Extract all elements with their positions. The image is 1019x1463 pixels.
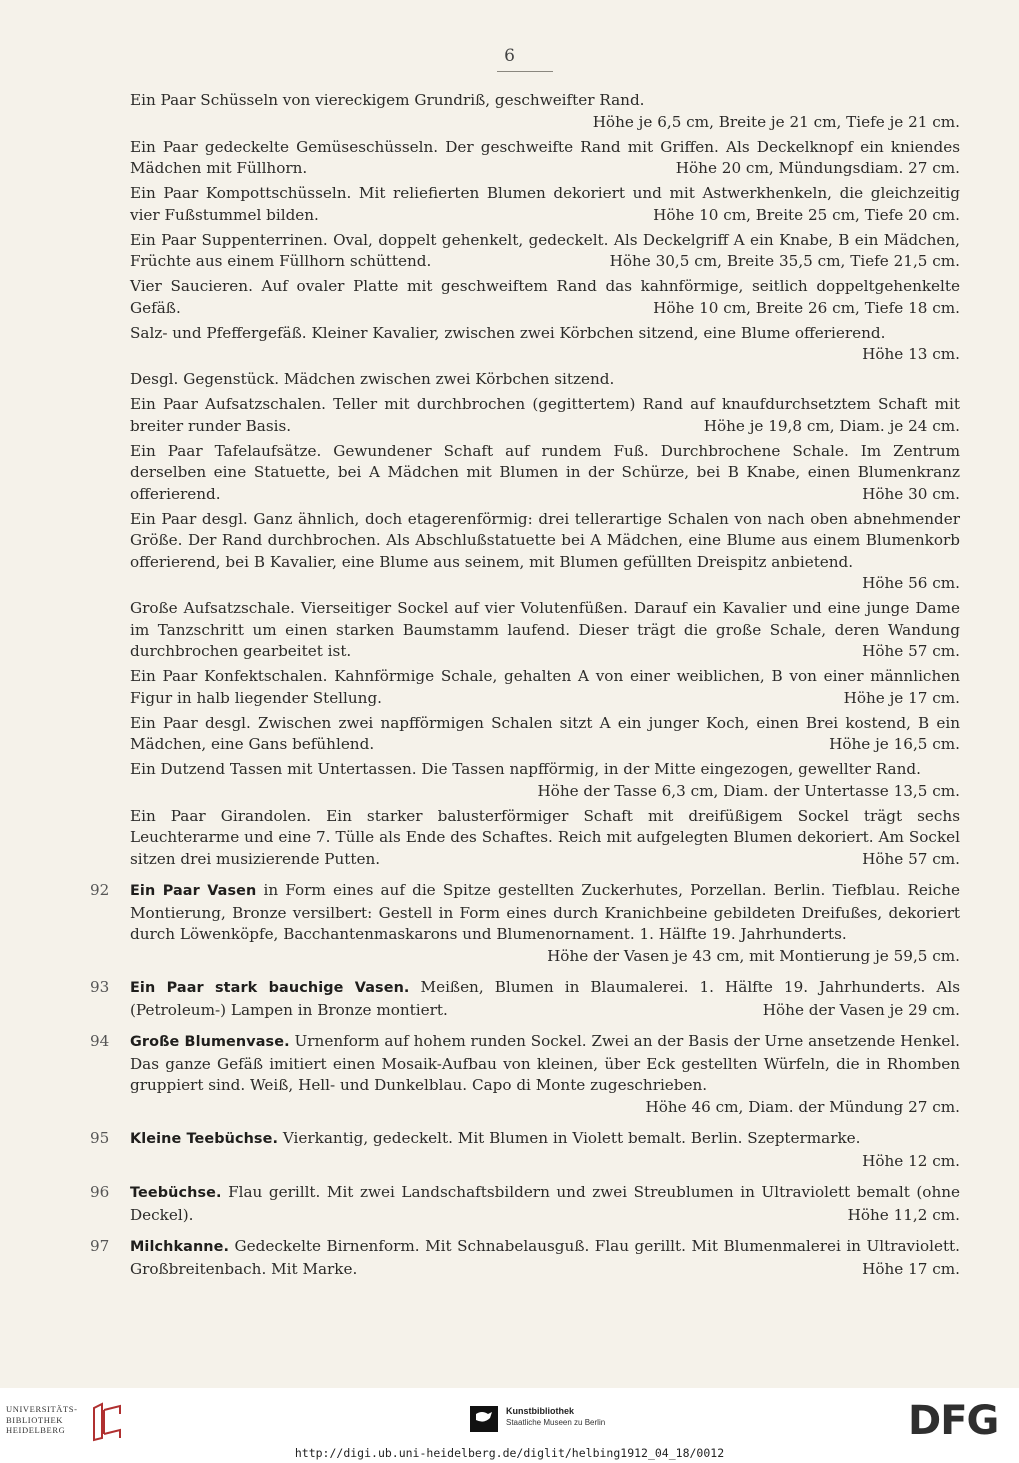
catalog-item	[90, 1236, 960, 1280]
library-name-line1: UNIVERSITÄTS-	[6, 1404, 78, 1414]
item-title: Teebüchse.	[130, 1185, 222, 1201]
item-number: 96	[90, 1183, 110, 1201]
item-number: 93	[90, 978, 110, 996]
entry-text: Salz- und Pfeffergefäß. Kleiner Kavalier, zwischen zwei Körbchen sitzend, eine Blume offerierend.	[130, 323, 886, 342]
entry-measurement: Höhe 10 cm, Breite 26 cm, Tiefe 18 cm.	[653, 298, 960, 317]
catalog-entry	[130, 441, 960, 506]
item-measurement: Höhe der Vasen je 43 cm, mit Montierung je 59,5 cm.	[547, 946, 960, 965]
entry-text: Ein Paar Aufsatzschalen. Teller mit durchbrochen (gegittertem) Rand auf knaufdurchsetztem Schaft mit breiter runder Basis.	[130, 395, 960, 435]
entry-text: Ein Paar Schüsseln von viereckigem Grundriß, geschweifter Rand.	[130, 91, 645, 109]
source-url[interactable]: http://digi.ub.uni-heidelberg.de/diglit/helbing1912_04_18/0012	[294, 1446, 725, 1460]
item-measurement: Höhe der Vasen je 29 cm.	[762, 1000, 960, 1019]
catalog-entry	[130, 137, 960, 180]
entry-measurement: Höhe 20 cm, Mündungsdiam. 27 cm.	[675, 159, 960, 177]
catalog-entry	[130, 598, 960, 663]
entry-measurement: Höhe 10 cm, Breite 25 cm, Tiefe 20 cm.	[653, 205, 960, 224]
item-text: Gedeckelte Birnenform. Mit Schnabelausguß. Flau gerillt. Mit Blumenmalerei in Ultraviolett. Großbreitenbach. Mit Marke.	[130, 1237, 960, 1278]
item-title: Milchkanne.	[130, 1239, 230, 1255]
item-text: in Form eines auf die Spitze gestellten Zuckerhutes, Porzellan. Berlin. Tiefblau. Reiche Montierung, Bronze versilbert: Gestell in Form eines durch Kranichbeine gebildeten Dreifußes, dekoriert durch Löwenköpfe, Bacchantenmaskarons und Blumenornament. 1. Hälfte 19. Jahrhunderts.	[130, 881, 960, 943]
item-number: 95	[90, 1129, 110, 1147]
item-measurement: Höhe 11,2 cm.	[847, 1205, 960, 1224]
catalog-entry	[130, 323, 960, 366]
item-measurement: Höhe 17 cm.	[862, 1259, 960, 1278]
catalog-entry	[130, 806, 960, 871]
entry-measurement: Höhe je 17 cm.	[843, 688, 960, 707]
kunstbibliothek-title: Kunstbibliothek	[506, 1406, 574, 1416]
page-number-rule	[497, 71, 553, 72]
item-number: 97	[90, 1237, 110, 1255]
catalog-item	[90, 1128, 960, 1172]
catalog-text	[90, 90, 961, 1284]
catalog-item	[90, 1031, 961, 1118]
kunstbibliothek-subtitle: Staatliche Museen zu Berlin	[506, 1418, 606, 1427]
item-number: 92	[90, 881, 110, 899]
item-title: Kleine Teebüchse.	[130, 1131, 279, 1147]
dfg-logo[interactable]: DFG	[908, 1398, 999, 1444]
entry-measurement: Höhe je 16,5 cm.	[829, 735, 960, 753]
entry-text: Große Aufsatzschale. Vierseitiger Sockel auf vier Volutenfüßen. Darauf ein Kavalier und eine junge Dame im Tanzschritt um einen starken Baumstamm laufend. Dieser trägt die große Schale, deren Wandung durchbrochen gearbeitet ist.	[130, 599, 960, 660]
entry-measurement: Höhe 56 cm.	[862, 574, 960, 592]
item-title: Ein Paar Vasen	[130, 883, 257, 899]
catalog-entry	[130, 90, 960, 133]
item-measurement: Höhe 46 cm, Diam. der Mündung 27 cm.	[645, 1097, 960, 1116]
catalog-entry	[130, 759, 960, 802]
entry-text: Ein Paar Kompottschüsseln. Mit reliefierten Blumen dekoriert und mit Astwerkhenkeln, die gleichzeitig vier Fußstummel bilden.	[130, 184, 960, 224]
entry-text: Ein Paar desgl. Zwischen zwei napfförmigen Schalen sitzt A ein junger Koch, einen Brei kostend, B ein Mädchen, eine Gans befühlend.	[130, 713, 960, 753]
catalog-item	[90, 1182, 960, 1226]
entry-text: Ein Paar gedeckelte Gemüseschüsseln. Der geschweifte Rand mit Griffen. Als Deckelknopf ein kniendes Mädchen mit Füllhorn.	[130, 137, 960, 177]
entry-text: Ein Paar desgl. Ganz ähnlich, doch etagerenförmig: drei tellerartige Schalen von nach oben abnehmender Größe. Der Rand durchbrochen. Als Abschlußstatuette bei A Mädchen, eine Blume aus einem Blumenkorb offerierend, bei B Kavalier, eine Blume aus seinem, mit Blumen gefüllten Dreispitz anbietend.	[130, 509, 960, 571]
catalog-entry	[130, 183, 960, 226]
item-number: 94	[90, 1032, 110, 1050]
catalog-entry	[130, 713, 960, 756]
catalog-entry	[130, 369, 960, 391]
item-text: Vierkantig, gedeckelt. Mit Blumen in Violett bemalt. Berlin. Szeptermarke.	[278, 1129, 861, 1147]
library-name-line3: HEIDELBERG	[6, 1425, 66, 1435]
entry-measurement: Höhe je 6,5 cm, Breite je 21 cm, Tiefe je 21 cm.	[592, 112, 960, 131]
item-text: Meißen, Blumen in Blaumalerei. 1. Hälfte 19. Jahrhunderts. Als (Petroleum-) Lampen in Bronze montiert.	[130, 978, 960, 1019]
catalog-entry	[130, 666, 960, 709]
entry-text: Ein Paar Konfektschalen. Kahnförmige Schale, gehalten A von einer weiblichen, B von einer männlichen Figur in halb liegender Stellung.	[130, 667, 960, 707]
entry-measurement: Höhe 30,5 cm, Breite 35,5 cm, Tiefe 21,5 cm.	[609, 252, 960, 270]
item-text: Urnenform auf hohem runden Sockel. Zwei an der Basis der Urne ansetzende Henkel. Das ganze Gefäß imitiert einen Mosaik-Aufbau von kleinen, über Eck gestellten Würfeln, die in Rhomben gruppiert sind. Weiß, Hell- und Dunkelblau. Capo di Monte zugeschrieben.	[130, 1032, 961, 1094]
entry-text: Ein Paar Suppenterrinen. Oval, doppelt gehenkelt, gedeckelt. Als Deckelgriff A ein Knabe, B ein Mädchen, Früchte aus einem Füllhorn schüttend.	[130, 230, 960, 270]
footer	[0, 1388, 1019, 1463]
catalog-item	[90, 977, 960, 1021]
entry-text: Ein Dutzend Tassen mit Untertassen. Die Tassen napfförmig, in der Mitte eingezogen, gewellter Rand.	[130, 760, 921, 778]
catalog-entry	[130, 509, 960, 595]
entry-measurement: Höhe der Tasse 6,3 cm, Diam. der Untertasse 13,5 cm.	[537, 781, 960, 800]
catalog-entry	[130, 230, 960, 273]
entry-measurement: Höhe 57 cm.	[862, 642, 960, 660]
entry-text: Desgl. Gegenstück. Mädchen zwischen zwei Körbchen sitzend.	[130, 370, 615, 388]
library-name-line2: BIBLIOTHEK	[6, 1414, 63, 1425]
library-name[interactable]	[6, 1404, 78, 1436]
item-measurement: Höhe 12 cm.	[862, 1151, 960, 1170]
catalog-item	[90, 880, 960, 967]
catalog-entry	[130, 394, 960, 437]
item-title: Große Blumenvase.	[130, 1034, 290, 1050]
entry-measurement: Höhe 30 cm.	[862, 484, 960, 503]
entry-text: Vier Saucieren. Auf ovaler Platte mit geschweiftem Rand das kahnförmige, seitlich doppeltgehenkelte Gefäß.	[130, 277, 960, 317]
entry-text: Ein Paar Tafelaufsätze. Gewundener Schaft auf rundem Fuß. Durchbrochene Schale. Im Zentrum derselben eine Statuette, bei A Mädchen mit Blumen in der Schürze, bei B Knabe, einen Blumenkranz offerierend.	[130, 441, 960, 503]
item-text: Flau gerillt. Mit zwei Landschaftsbildern und zwei Streublumen in Ultraviolett bemalt (ohne Deckel).	[130, 1183, 960, 1224]
entry-measurement: Höhe je 19,8 cm, Diam. je 24 cm.	[703, 416, 960, 435]
catalog-entry	[130, 276, 960, 319]
entry-measurement: Höhe 13 cm.	[862, 345, 960, 363]
entry-measurement: Höhe 57 cm.	[862, 849, 960, 868]
item-title: Ein Paar stark bauchige Vasen.	[130, 980, 410, 996]
page-number: 6	[504, 46, 515, 66]
kunstbibliothek-logo-icon[interactable]	[470, 1406, 498, 1437]
entry-text: Ein Paar Girandolen. Ein starker balusterförmiger Schaft mit dreifüßigem Sockel trägt sechs Leuchterarme und eine 7. Tülle als Ende des Schaftes. Reich mit aufgelegten Blumen dekoriert. Am Sockel sitzen drei musizierende Putten.	[130, 806, 960, 868]
university-library-logo-icon[interactable]	[90, 1402, 124, 1447]
